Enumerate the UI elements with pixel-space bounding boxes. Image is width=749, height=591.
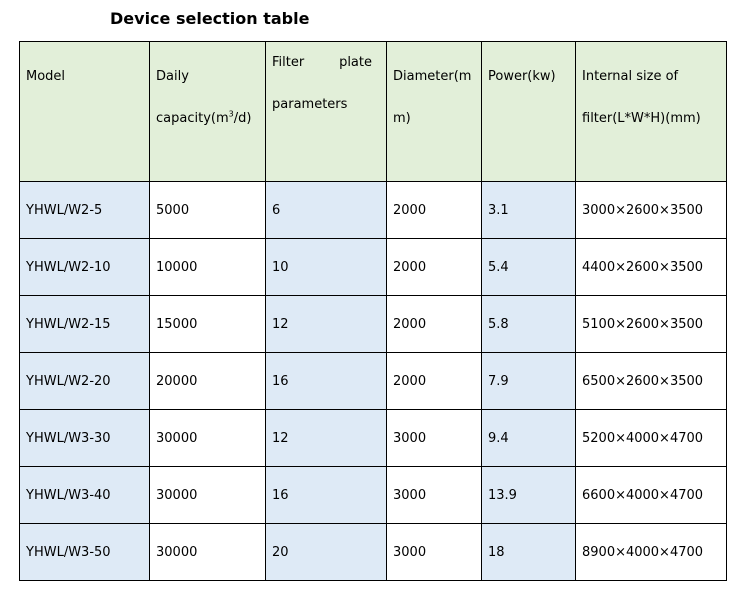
- cell-capacity: 15000: [150, 296, 266, 353]
- header-capacity: [150, 42, 266, 182]
- cell-size: 6500×2600×3500: [576, 353, 727, 410]
- cell-plate: 10: [266, 239, 387, 296]
- cell-plate: 20: [266, 524, 387, 581]
- cell-capacity: 5000: [150, 182, 266, 239]
- cell-diameter: 2000: [387, 239, 482, 296]
- cell-model: YHWL/W3-40: [20, 467, 150, 524]
- header-capacity-line2: capacity(m: [156, 111, 229, 126]
- header-capacity-line1: Daily: [156, 69, 189, 84]
- cell-capacity: 30000: [150, 524, 266, 581]
- header-capacity-label: [156, 42, 265, 140]
- cell-model: YHWL/W3-30: [20, 410, 150, 467]
- cell-plate: 6: [266, 182, 387, 239]
- header-plate-label: [272, 42, 386, 126]
- cell-capacity: 30000: [150, 410, 266, 467]
- header-diameter: [387, 42, 482, 182]
- cell-power: 9.4: [482, 410, 576, 467]
- cell-model: YHWL/W2-5: [20, 182, 150, 239]
- cell-size: 5100×2600×3500: [576, 296, 727, 353]
- table-row: [20, 467, 727, 524]
- cell-diameter: 3000: [387, 410, 482, 467]
- cell-plate: 16: [266, 467, 387, 524]
- header-plate-word3: parameters: [272, 97, 348, 112]
- cell-diameter: 3000: [387, 467, 482, 524]
- header-capacity-superscript: 3: [228, 109, 234, 119]
- table-title: Device selection table: [110, 9, 310, 28]
- header-size-label: [582, 42, 726, 140]
- header-power-label: Power(kw): [488, 69, 556, 84]
- header-plate-word2: plate: [339, 55, 372, 70]
- header-size: [576, 42, 727, 182]
- header-row: [20, 42, 727, 182]
- cell-plate: 12: [266, 410, 387, 467]
- table-row: [20, 182, 727, 239]
- cell-model: YHWL/W3-50: [20, 524, 150, 581]
- header-capacity-line2-end: /d): [233, 111, 252, 126]
- header-size-line1: Internal size of: [582, 69, 679, 84]
- header-plate-word1: Filter: [272, 55, 305, 70]
- cell-model: YHWL/W2-15: [20, 296, 150, 353]
- header-size-line2: filter(L*W*H)(mm): [582, 111, 701, 126]
- header-plate: [266, 42, 387, 182]
- table-row: [20, 410, 727, 467]
- cell-size: 3000×2600×3500: [576, 182, 727, 239]
- cell-capacity: 30000: [150, 467, 266, 524]
- cell-power: 3.1: [482, 182, 576, 239]
- cell-model: YHWL/W2-20: [20, 353, 150, 410]
- header-power: [482, 42, 576, 182]
- cell-capacity: 20000: [150, 353, 266, 410]
- cell-size: 6600×4000×4700: [576, 467, 727, 524]
- cell-plate: 12: [266, 296, 387, 353]
- cell-diameter: 2000: [387, 353, 482, 410]
- cell-diameter: 2000: [387, 182, 482, 239]
- header-model-label: Model: [26, 69, 66, 84]
- cell-size: 5200×4000×4700: [576, 410, 727, 467]
- cell-diameter: 2000: [387, 296, 482, 353]
- cell-size: 8900×4000×4700: [576, 524, 727, 581]
- cell-power: 5.8: [482, 296, 576, 353]
- table-row: [20, 239, 727, 296]
- cell-capacity: 10000: [150, 239, 266, 296]
- cell-size: 4400×2600×3500: [576, 239, 727, 296]
- device-selection-table: [19, 41, 727, 581]
- cell-plate: 16: [266, 353, 387, 410]
- cell-power: 7.9: [482, 353, 576, 410]
- table-row: [20, 296, 727, 353]
- cell-power: 18: [482, 524, 576, 581]
- header-diameter-label: Diameter(mm): [393, 69, 472, 126]
- header-model: [20, 42, 150, 182]
- table-row: [20, 353, 727, 410]
- cell-model: YHWL/W2-10: [20, 239, 150, 296]
- cell-diameter: 3000: [387, 524, 482, 581]
- cell-power: 13.9: [482, 467, 576, 524]
- cell-power: 5.4: [482, 239, 576, 296]
- table-row: [20, 524, 727, 581]
